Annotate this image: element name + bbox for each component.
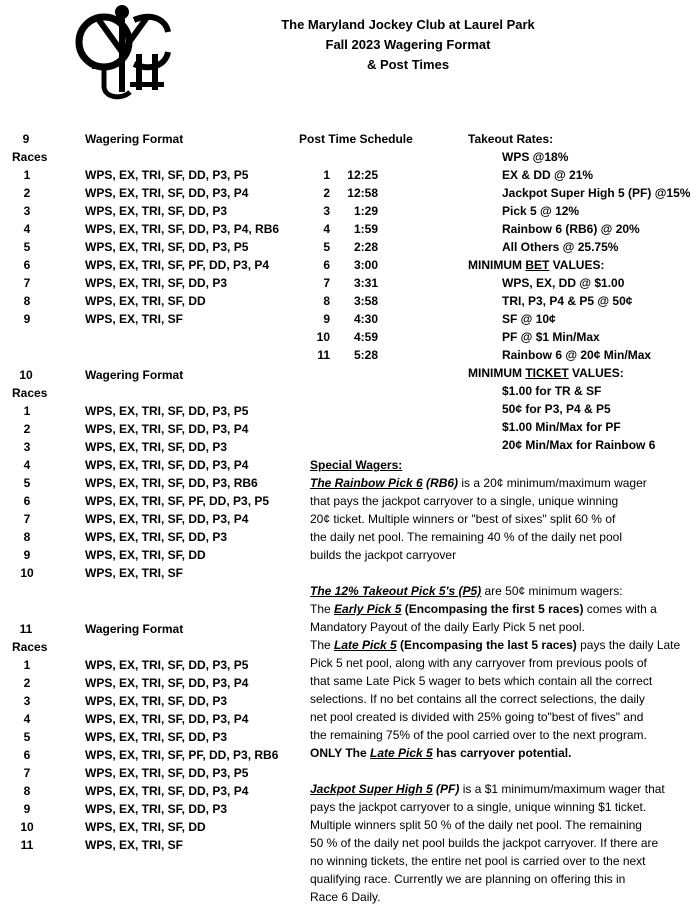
rb6-line-2: that pays the jackpot carryover to a single, unique winning xyxy=(310,494,619,508)
race-number: 8 xyxy=(23,784,31,798)
race-number: 6 xyxy=(23,748,31,762)
race-number: 11 xyxy=(20,838,34,852)
carryover-note: ONLY The Late Pick 5 has carryover potential. xyxy=(310,746,572,760)
race-number: 1 xyxy=(23,658,31,672)
takeout-title: Takeout Rates: xyxy=(468,132,554,146)
race-wagers: WPS, EX, TRI, SF, DD, P3 xyxy=(85,694,228,708)
min-ticket-value: 20¢ Min/Max for Rainbow 6 xyxy=(502,438,656,452)
late-pick5-line-5: net pool created is divided with 25% going to"best of fives" and xyxy=(310,710,644,724)
race-wagers: WPS, EX, TRI, SF, PF, DD, P3, P4 xyxy=(85,258,270,272)
race-number: 7 xyxy=(23,766,31,780)
post-race-number: 2 xyxy=(323,186,330,200)
post-time: 4:30 xyxy=(353,312,378,326)
race-number: 6 xyxy=(23,258,31,272)
race-number: 9 xyxy=(23,548,31,562)
race-wagers: WPS, EX, TRI, SF xyxy=(85,566,184,580)
post-time: 12:58 xyxy=(347,186,378,200)
maryland-jockey-club-logo xyxy=(74,2,184,107)
race-number: 7 xyxy=(23,512,31,526)
race-wagers: WPS, EX, TRI, SF, DD xyxy=(85,820,206,834)
race-number: 4 xyxy=(23,458,31,472)
race-number: 9 xyxy=(23,802,31,816)
races-label: Races xyxy=(12,150,48,164)
race-number: 10 xyxy=(20,566,34,580)
header-subtitle: Fall 2023 Wagering Format xyxy=(325,37,491,52)
race-wagers: WPS, EX, TRI, SF, DD, P3, P5 xyxy=(85,404,249,418)
post-time: 1:59 xyxy=(353,222,378,236)
race-wagers: WPS, EX, TRI, SF, DD, P3, P4 xyxy=(85,512,249,526)
race-number: 8 xyxy=(23,294,31,308)
post-race-number: 3 xyxy=(323,204,330,218)
race-wagers: WPS, EX, TRI, SF, DD, P3 xyxy=(85,276,228,290)
late-pick5-line-1: The Late Pick 5 (Encompasing the last 5 races) pays the daily Late xyxy=(310,638,681,652)
race-count: 10 xyxy=(19,368,33,382)
min-bet-title: MINIMUM BET VALUES: xyxy=(468,258,605,272)
race-wagers: WPS, EX, TRI, SF, DD, P3, P4 xyxy=(85,784,249,798)
min-ticket-value: $1.00 for TR & SF xyxy=(502,384,602,398)
race-wagers: WPS, EX, TRI, SF, DD, P3 xyxy=(85,530,228,544)
race-wagers: WPS, EX, TRI, SF, DD, P3 xyxy=(85,440,228,454)
race-wagers: WPS, EX, TRI, SF, DD xyxy=(85,294,206,308)
race-number: 4 xyxy=(23,712,31,726)
late-pick5-line-2: Pick 5 net pool, along with any carryover from previous pools of xyxy=(310,656,647,670)
race-wagers: WPS, EX, TRI, SF, DD, P3 xyxy=(85,802,228,816)
late-pick5-line-4: selections. If no bet contains all the correct selections, the daily xyxy=(310,692,645,706)
race-wagers: WPS, EX, TRI, SF, DD, P3, P4 xyxy=(85,712,249,726)
race-number: 5 xyxy=(23,476,31,490)
header-post-times: & Post Times xyxy=(366,57,450,72)
jackpot-line-7: Race 6 Daily. xyxy=(310,890,381,904)
post-race-number: 9 xyxy=(323,312,330,326)
early-pick5-line-1: The Early Pick 5 (Encompasing the first 5 races) comes with a xyxy=(310,602,657,616)
race-number: 2 xyxy=(23,422,31,436)
race-wagers: WPS, EX, TRI, SF, DD, P3, P4 xyxy=(85,186,249,200)
min-ticket-value: 50¢ for P3, P4 & P5 xyxy=(502,402,611,416)
post-time: 3:58 xyxy=(353,294,378,308)
header-title: The Maryland Jockey Club at Laurel Park xyxy=(281,17,535,32)
race-wagers: WPS, EX, TRI, SF, DD, P3, P5 xyxy=(85,168,249,182)
post-race-number: 5 xyxy=(323,240,330,254)
jackpot-line-1: Jackpot Super High 5 (PF) is a $1 minimum/maximum wager that xyxy=(310,782,665,796)
post-time: 2:28 xyxy=(353,240,378,254)
post-time: 3:31 xyxy=(353,276,378,290)
race-wagers: WPS, EX, TRI, SF, DD, P3, P4 xyxy=(85,422,249,436)
race-wagers: WPS, EX, TRI, SF, DD, P3, RB6 xyxy=(85,476,258,490)
late-pick5-line-6: the remaining 75% of the pool carried over to the next program. xyxy=(310,728,647,742)
takeout-rate: Pick 5 @ 12% xyxy=(502,204,580,218)
race-number: 3 xyxy=(23,204,31,218)
post-race-number: 1 xyxy=(323,168,330,182)
jackpot-line-4: 50 % of the daily net pool builds the jackpot carryover. If there are xyxy=(310,836,659,850)
jackpot-line-3: Multiple winners split 50 % of the daily net pool. The remaining xyxy=(310,818,642,832)
race-wagers: WPS, EX, TRI, SF, DD, P3 xyxy=(85,730,228,744)
jackpot-line-6: qualifying race. Currently we are planning on offering this in xyxy=(310,872,626,886)
rb6-line-5: builds the jackpot carryover xyxy=(310,548,457,562)
races-label: Races xyxy=(12,386,48,400)
post-time: 3:00 xyxy=(353,258,378,272)
takeout-rate: EX & DD @ 21% xyxy=(502,168,594,182)
post-time: 1:29 xyxy=(353,204,378,218)
rb6-line-4: the daily net pool. The remaining 40 % of the daily net pool xyxy=(310,530,622,544)
wagering-format-header: Wagering Format xyxy=(85,132,184,146)
rb6-line-3: 20¢ ticket. Multiple winners or "best of sixes" split 60 % of xyxy=(310,512,616,526)
min-ticket-value: $1.00 Min/Max for PF xyxy=(502,420,621,434)
race-number: 2 xyxy=(23,186,31,200)
race-number: 5 xyxy=(23,730,31,744)
race-number: 1 xyxy=(23,404,31,418)
takeout-rate: Jackpot Super High 5 (PF) @15% xyxy=(502,186,691,200)
race-number: 6 xyxy=(23,494,31,508)
post-race-number: 4 xyxy=(323,222,330,236)
post-race-number: 8 xyxy=(323,294,330,308)
p5-line-1: The 12% Takeout Pick 5's (P5) are 50¢ minimum wagers: xyxy=(310,584,623,598)
race-wagers: WPS, EX, TRI, SF, DD, P3, P4 xyxy=(85,458,249,472)
race-number: 1 xyxy=(23,168,31,182)
race-number: 7 xyxy=(23,276,31,290)
race-count: 9 xyxy=(22,132,30,146)
special-wagers-title: Special Wagers: xyxy=(310,458,403,472)
race-wagers: WPS, EX, TRI, SF, DD, P3, P5 xyxy=(85,240,249,254)
post-time: 12:25 xyxy=(347,168,378,182)
race-wagers: WPS, EX, TRI, SF, DD, P3, P4 xyxy=(85,676,249,690)
late-pick5-line-3: that same Late Pick 5 wager to bets which contain all the correct xyxy=(310,674,653,688)
post-time: 4:59 xyxy=(353,330,378,344)
early-pick5-line-2: Mandatory Payout of the daily Early Pick 5 net pool. xyxy=(310,620,585,634)
race-number: 10 xyxy=(20,820,34,834)
race-number: 5 xyxy=(23,240,31,254)
post-time-title: Post Time Schedule xyxy=(299,132,413,146)
post-time: 5:28 xyxy=(353,348,378,362)
min-bet-value: Rainbow 6 @ 20¢ Min/Max xyxy=(502,348,652,362)
race-wagers: WPS, EX, TRI, SF xyxy=(85,838,184,852)
takeout-rate: WPS @18% xyxy=(502,150,569,164)
min-bet-value: WPS, EX, DD @ $1.00 xyxy=(502,276,625,290)
post-race-number: 6 xyxy=(323,258,330,272)
race-number: 4 xyxy=(23,222,31,236)
wagering-format-header: Wagering Format xyxy=(85,622,184,636)
race-number: 2 xyxy=(23,676,31,690)
rb6-line-1: The Rainbow Pick 6 (RB6) is a 20¢ minimum/maximum wager xyxy=(310,476,647,490)
races-label: Races xyxy=(12,640,48,654)
race-wagers: WPS, EX, TRI, SF, DD, P3, P5 xyxy=(85,766,249,780)
min-bet-value: PF @ $1 Min/Max xyxy=(502,330,600,344)
race-number: 9 xyxy=(23,312,31,326)
race-number: 8 xyxy=(23,530,31,544)
race-number: 3 xyxy=(23,694,31,708)
takeout-rate: Rainbow 6 (RB6) @ 20% xyxy=(502,222,640,236)
race-wagers: WPS, EX, TRI, SF, DD, P3 xyxy=(85,204,228,218)
race-wagers: WPS, EX, TRI, SF, DD, P3, P5 xyxy=(85,658,249,672)
min-bet-value: TRI, P3, P4 & P5 @ 50¢ xyxy=(502,294,633,308)
race-wagers: WPS, EX, TRI, SF xyxy=(85,312,184,326)
post-race-number: 10 xyxy=(316,330,330,344)
jackpot-line-5: no winning tickets, the entire net pool is carried over to the next xyxy=(310,854,646,868)
race-wagers: WPS, EX, TRI, SF, PF, DD, P3, P5 xyxy=(85,494,270,508)
post-race-number: 11 xyxy=(317,348,330,362)
race-wagers: WPS, EX, TRI, SF, PF, DD, P3, RB6 xyxy=(85,748,279,762)
post-race-number: 7 xyxy=(323,276,330,290)
race-wagers: WPS, EX, TRI, SF, DD xyxy=(85,548,206,562)
race-count: 11 xyxy=(19,622,33,636)
takeout-rate: All Others @ 25.75% xyxy=(502,240,619,254)
min-ticket-title: MINIMUM TICKET VALUES: xyxy=(468,366,624,380)
min-bet-value: SF @ 10¢ xyxy=(502,312,556,326)
race-number: 3 xyxy=(23,440,31,454)
wagering-format-header: Wagering Format xyxy=(85,368,184,382)
race-wagers: WPS, EX, TRI, SF, DD, P3, P4, RB6 xyxy=(85,222,280,236)
jackpot-line-2: pays the jackpot carryover to a single, unique winning $1 ticket. xyxy=(310,800,647,814)
